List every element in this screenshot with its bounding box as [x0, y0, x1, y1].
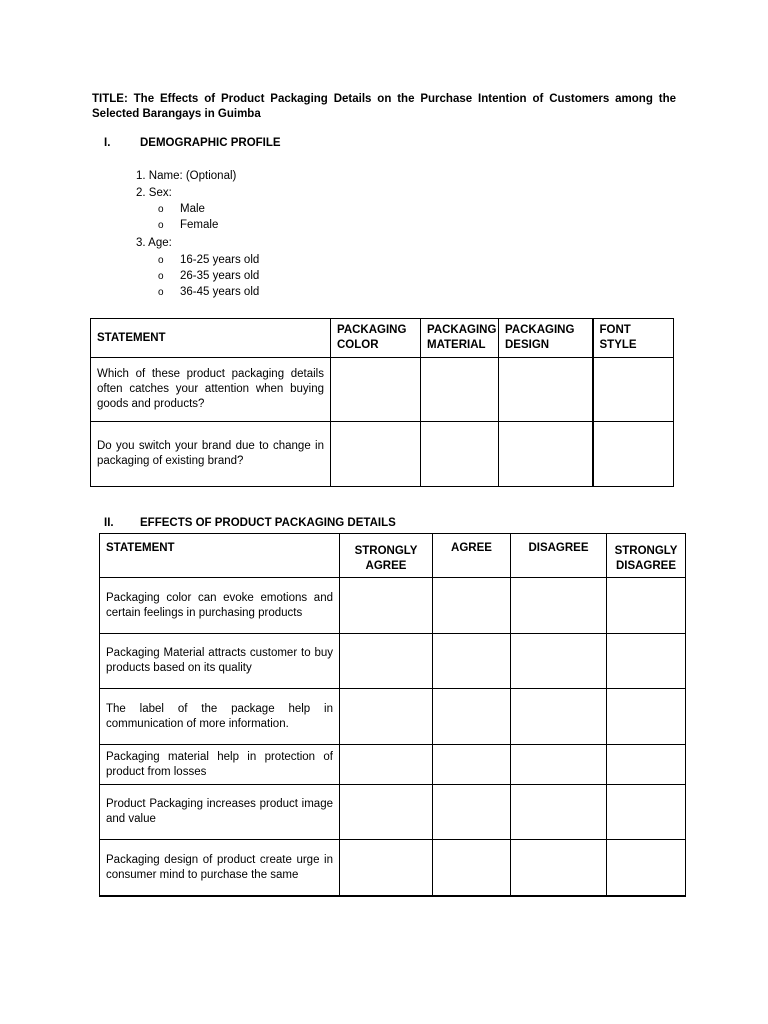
rating-cell-strongly-disagree[interactable]: [607, 689, 686, 745]
option-female[interactable]: [136, 218, 436, 234]
statement-cell: The label of the package help in communication of more information.: [100, 689, 340, 745]
table-row: [100, 785, 686, 840]
bullet-icon: o: [158, 204, 164, 215]
rating-cell-agree[interactable]: [433, 578, 511, 634]
rating-cell-agree[interactable]: [433, 840, 511, 897]
rating-cell-strongly-agree[interactable]: [340, 634, 433, 689]
statement-cell: Packaging design of product create urge in consumer mind to purchase the same: [100, 840, 340, 897]
answer-cell-packaging-design[interactable]: [499, 422, 593, 487]
table-row: [91, 358, 674, 422]
header-font-style: FONT STYLE: [593, 319, 674, 358]
bullet-icon: o: [158, 254, 164, 266]
answer-cell-font-style[interactable]: [593, 358, 674, 422]
rating-cell-agree[interactable]: [433, 745, 511, 785]
rating-cell-agree[interactable]: [433, 634, 511, 689]
statement-cell: Which of these product packaging details often catches your attention when buying goods and products?: [91, 358, 331, 422]
rating-cell-strongly-agree[interactable]: [340, 745, 433, 785]
rating-cell-disagree[interactable]: [511, 840, 607, 897]
rating-cell-agree[interactable]: [433, 689, 511, 745]
rating-cell-strongly-disagree[interactable]: [607, 785, 686, 840]
option-label: Male: [180, 203, 205, 215]
rating-cell-strongly-disagree[interactable]: [607, 745, 686, 785]
header-packaging-design: PACKAGING DESIGN: [499, 319, 593, 358]
section-numeral: II.: [104, 517, 114, 529]
header-statement: STATEMENT: [100, 534, 340, 578]
rating-cell-disagree[interactable]: [511, 634, 607, 689]
packaging-details-table: [90, 318, 674, 487]
option-age-36-45[interactable]: [136, 285, 436, 301]
section-title: EFFECTS OF PRODUCT PACKAGING DETAILS: [140, 517, 396, 529]
rating-cell-strongly-agree[interactable]: [340, 578, 433, 634]
table-row: [100, 840, 686, 897]
table-row: [100, 745, 686, 785]
statement-cell: Packaging Material attracts customer to buy products based on its quality: [100, 634, 340, 689]
option-age-16-25[interactable]: [136, 253, 436, 269]
rating-cell-strongly-agree[interactable]: [340, 785, 433, 840]
rating-cell-disagree[interactable]: [511, 578, 607, 634]
answer-cell-packaging-design[interactable]: [499, 358, 593, 422]
rating-cell-strongly-agree[interactable]: [340, 840, 433, 897]
table-row: [91, 422, 674, 487]
section-numeral: I.: [104, 137, 111, 149]
header-strongly-agree: STRONGLY AGREE: [340, 534, 433, 578]
statement-cell: Product Packaging increases product image and value: [100, 785, 340, 840]
table-row: [100, 634, 686, 689]
rating-cell-disagree[interactable]: [511, 689, 607, 745]
header-agree: AGREE: [433, 534, 511, 578]
answer-cell-packaging-material[interactable]: [421, 422, 499, 487]
option-age-26-35[interactable]: [136, 269, 436, 285]
effects-rating-table: [99, 533, 686, 897]
statement-cell: Packaging color can evoke emotions and certain feelings in purchasing products: [100, 578, 340, 634]
rating-cell-strongly-disagree[interactable]: [607, 840, 686, 897]
statement-cell: Packaging material help in protection of product from losses: [100, 745, 340, 785]
header-statement: STATEMENT: [91, 319, 331, 358]
answer-cell-packaging-color[interactable]: [331, 422, 421, 487]
bullet-icon: o: [158, 270, 164, 282]
rating-cell-strongly-agree[interactable]: [340, 689, 433, 745]
header-packaging-material: PACKAGING MATERIAL: [421, 319, 499, 358]
statement-cell: Do you switch your brand due to change in packaging of existing brand?: [91, 422, 331, 487]
answer-cell-packaging-color[interactable]: [331, 358, 421, 422]
table-header-row: [91, 319, 674, 358]
rating-cell-disagree[interactable]: [511, 745, 607, 785]
option-label: 16-25 years old: [180, 253, 260, 266]
bullet-icon: o: [158, 286, 164, 298]
question-sex: 2. Sex:: [136, 186, 172, 199]
option-label: Female: [180, 219, 219, 231]
question-name: 1. Name: (Optional): [136, 170, 237, 182]
answer-cell-packaging-material[interactable]: [421, 358, 499, 422]
option-label: 26-35 years old: [180, 269, 260, 282]
header-packaging-color: PACKAGING COLOR: [331, 319, 421, 358]
section-title: DEMOGRAPHIC PROFILE: [140, 137, 281, 149]
table-row: [100, 578, 686, 634]
header-disagree: DISAGREE: [511, 534, 607, 578]
bullet-icon: o: [158, 220, 164, 231]
table-header-row: [100, 534, 686, 578]
answer-cell-font-style[interactable]: [593, 422, 674, 487]
option-male[interactable]: [136, 202, 436, 218]
question-age: 3. Age:: [136, 237, 172, 249]
rating-cell-strongly-disagree[interactable]: [607, 634, 686, 689]
rating-cell-strongly-disagree[interactable]: [607, 578, 686, 634]
rating-cell-disagree[interactable]: [511, 785, 607, 840]
document-title: TITLE: The Effects of Product Packaging Details on the Purchase Intention of Customers among the Selected Barangays in Guimba: [92, 93, 676, 120]
rating-cell-agree[interactable]: [433, 785, 511, 840]
table-row: [100, 689, 686, 745]
demographic-questions: [136, 169, 436, 301]
header-strongly-disagree: STRONGLY DISAGREE: [607, 534, 686, 578]
option-label: 36-45 years old: [180, 285, 260, 298]
